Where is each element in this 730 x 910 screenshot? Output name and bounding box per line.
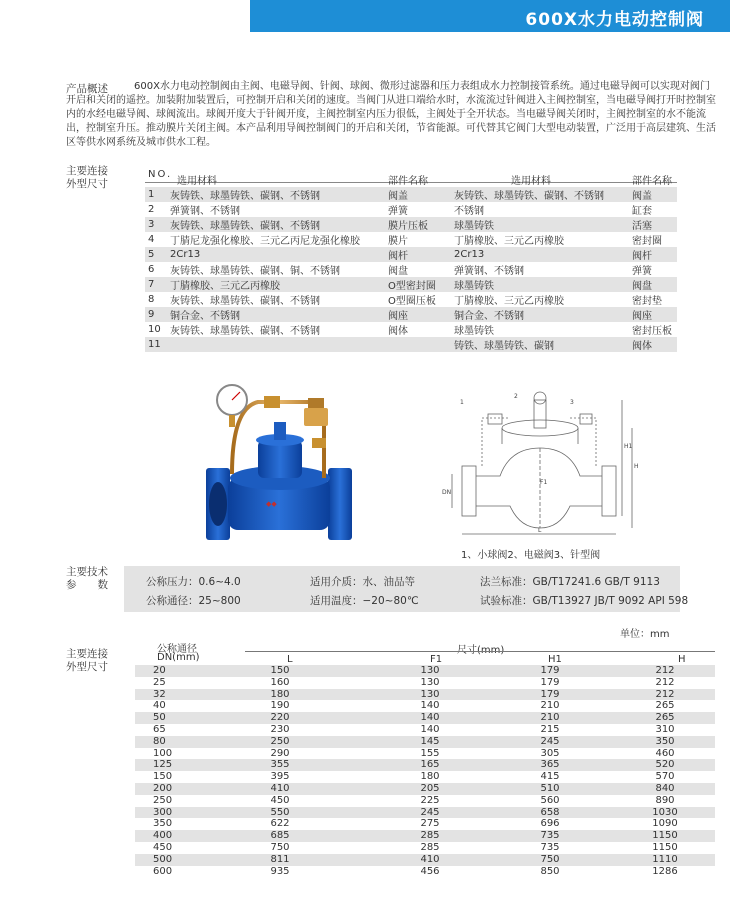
dims-cell-h: 212 (655, 676, 675, 688)
materials-row (145, 322, 677, 337)
dims-cell-h: 840 (615, 783, 715, 795)
dims-cell-h: 310 (655, 723, 675, 735)
materials-cell-no: 11 (145, 337, 167, 352)
dims-cell-f1: 410 (375, 854, 485, 866)
dims-col-h1: H1 (548, 654, 562, 665)
materials-cell-mat2: 丁腈橡胶、三元乙丙橡胶 (454, 296, 564, 307)
dims-cell-f1: 140 (420, 700, 440, 712)
dims-row (135, 759, 715, 771)
dims-cell-h: 265 (655, 700, 675, 712)
dims-cell-dn: 600 (153, 865, 173, 877)
dims-cell-dn: 40 (153, 700, 166, 712)
materials-cell-part1: 弹簧 (388, 206, 408, 217)
dims-cell-h1: 305 (540, 747, 560, 759)
materials-no-label: NO. (148, 169, 173, 180)
dims-cell-dn: 100 (153, 747, 173, 759)
materials-row (145, 232, 677, 247)
materials-cell-part2: 弹簧 (632, 266, 652, 277)
materials-row (145, 247, 677, 262)
dims-cell-f1: 130 (420, 676, 440, 688)
dims-cell-dn: 50 (135, 712, 185, 724)
dims-label (66, 648, 108, 674)
header-bar (250, 0, 730, 32)
dims-cell-f1: 285 (375, 830, 485, 842)
dims-cell-dn: 32 (135, 689, 185, 701)
materials-cell-mat1: 灰铸铁、球墨铸铁、碳钢、铜、不锈钢 (170, 266, 340, 277)
drawing-callout-h1: H1 (624, 443, 633, 450)
materials-cell-part2: 阀盘 (629, 277, 677, 292)
dims-cell-h: 1030 (615, 807, 715, 819)
dims-cell-l: 935 (270, 865, 290, 877)
svg-text:◆◆: ◆◆ (266, 500, 277, 508)
dims-cell-dn: 350 (153, 818, 173, 830)
materials-label-line2: 外型尺寸 (66, 178, 108, 190)
materials-cell-mat2: 铜合金、不锈钢 (451, 307, 629, 322)
materials-cell-mat1: 铜合金、不锈钢 (167, 307, 385, 322)
materials-cell-part2: 密封圈 (632, 236, 662, 247)
dims-cell-l: 685 (185, 830, 375, 842)
dims-cell-h1: 210 (485, 712, 615, 724)
tech-label (66, 566, 108, 592)
dims-cell-h1: 365 (485, 759, 615, 771)
dims-cell-h1: 415 (540, 771, 560, 783)
dims-cell-f1: 205 (375, 783, 485, 795)
materials-row (145, 277, 677, 292)
dims-cell-dn: 65 (153, 723, 166, 735)
dims-table (135, 665, 715, 877)
dims-row (135, 724, 715, 736)
drawing-caption: 1、小球阀2、电磁阀3、针型阀 (461, 550, 601, 561)
materials-cell-mat1: 灰铸铁、球墨铸铁、碳钢、不锈钢 (167, 187, 385, 202)
dims-unit: 单位：mm (620, 629, 670, 640)
dims-row (135, 830, 715, 842)
materials-cell-mat2: 球墨铸铁 (451, 277, 629, 292)
dims-cell-dn: 400 (135, 830, 185, 842)
dims-cell-h: 212 (615, 665, 715, 677)
materials-cell-part2: 密封压板 (632, 326, 672, 337)
dims-cell-dn: 150 (153, 771, 173, 783)
dims-row (135, 712, 715, 724)
dims-row (135, 736, 715, 748)
tech-diameter: 公称通径：25~800 (146, 595, 241, 607)
dims-row (135, 700, 715, 712)
dims-cell-dn: 125 (135, 759, 185, 771)
dims-row (135, 866, 715, 878)
dims-row (135, 665, 715, 677)
materials-cell-part1: O型圈压板 (388, 296, 436, 307)
materials-cell-part1: O型密封圈 (385, 277, 451, 292)
materials-cell-part1: 膜片 (388, 236, 408, 247)
dims-cell-l: 550 (185, 807, 375, 819)
materials-cell-no: 9 (145, 307, 167, 322)
materials-cell-part2: 活塞 (629, 217, 677, 232)
materials-header-part2: 部件名称 (632, 176, 672, 187)
tech-temperature: 适用温度：−20~80℃ (310, 595, 419, 607)
materials-cell-mat1: 灰铸铁、球墨铸铁、碳钢、不锈钢 (170, 326, 320, 337)
dims-cell-h1: 245 (485, 736, 615, 748)
dims-label-line1: 主要连接 (66, 648, 108, 660)
dims-cell-h: 1286 (652, 865, 678, 877)
tech-pressure: 公称压力：0.6~4.0 (146, 576, 241, 588)
materials-cell-part2: 阀盖 (629, 187, 677, 202)
dims-header (135, 639, 715, 665)
materials-cell-part1 (385, 337, 451, 352)
dims-cell-h1: 179 (540, 676, 560, 688)
materials-cell-mat2: 弹簧钢、不锈钢 (454, 266, 524, 277)
drawing-callout-h: H (634, 463, 639, 470)
dims-row (135, 795, 715, 807)
overview-text: 600X水力电动控制阀由主阀、电磁导阀、针阀、球阀、微形过滤器和压力表组成水力控制接管系统。通过电磁导阀可以实现对阀门开启和关闭的遥控。加装附加装置后，可控制开启和关闭的速度。当阀门从进口端给水时，水流流过针阀进入主阀控制室，当电磁导阀打开时控制室内的水经电磁导阀、球阀流出。球阀开度大于针阀开度，主阀控制室内压力很低，主阀处于全开状态。当电磁导阀关闭时，主阀控制室的水不能流出，控制室升压。推动膜片关闭主阀。本产品利用导阀控制阀门的开启和关闭，节省能源。可代替其它阀门大型电动装置，广泛用于高层建筑、生活区等供水网系统及城市供水工程。 (66, 81, 716, 148)
dims-cell-h: 890 (655, 794, 675, 806)
dims-col-f1: F1 (430, 654, 443, 665)
dims-row (135, 748, 715, 760)
dims-cell-dn: 500 (135, 854, 185, 866)
dims-cell-l: 220 (185, 712, 375, 724)
materials-row (145, 292, 677, 307)
dims-cell-l: 622 (270, 818, 290, 830)
materials-header-mat1: 选用材料 (177, 176, 217, 187)
materials-cell-part1: 阀杆 (385, 247, 451, 262)
tech-params-box (124, 566, 689, 612)
dims-cell-h1: 850 (540, 865, 560, 877)
materials-cell-part1: 阀盘 (388, 266, 408, 277)
dims-cell-h1: 735 (540, 841, 560, 853)
materials-cell-part2: 密封垫 (632, 296, 662, 307)
dims-cell-l: 750 (270, 841, 290, 853)
materials-row (145, 307, 677, 322)
drawing-callout-2: 2 (514, 393, 518, 400)
valve-photo (200, 378, 360, 550)
dims-cell-f1: 275 (420, 818, 440, 830)
materials-cell-mat1 (167, 337, 385, 352)
dims-cell-f1: 155 (420, 747, 440, 759)
dims-row (135, 807, 715, 819)
dims-cell-f1: 140 (375, 712, 485, 724)
dims-cell-h: 265 (615, 712, 715, 724)
dims-label-line2: 外型尺寸 (66, 661, 108, 673)
dims-cell-l: 230 (270, 723, 290, 735)
materials-cell-mat1: 2Cr13 (167, 247, 385, 262)
dims-cell-h: 212 (615, 689, 715, 701)
dims-cell-h1: 696 (540, 818, 560, 830)
materials-header-mat2: 选用材料 (511, 176, 551, 187)
dims-cell-dn: 20 (135, 665, 185, 677)
materials-cell-no: 8 (148, 294, 155, 305)
dims-dn-header-line2: DN(mm) (157, 652, 200, 663)
materials-cell-no: 2 (148, 204, 155, 215)
valve-technical-drawing (440, 388, 640, 538)
materials-row (145, 202, 677, 217)
dims-cell-h: 1150 (615, 830, 715, 842)
materials-cell-part1: 阀盖 (385, 187, 451, 202)
dims-cell-l: 290 (270, 747, 290, 759)
materials-cell-no: 1 (145, 187, 167, 202)
materials-row (145, 217, 677, 232)
dims-header-divider (245, 651, 715, 652)
materials-cell-no: 5 (145, 247, 167, 262)
dims-cell-f1: 456 (420, 865, 440, 877)
drawing-callout-dn: DN (442, 489, 452, 496)
dims-row (135, 818, 715, 830)
dims-cell-f1: 180 (420, 771, 440, 783)
dims-cell-f1: 245 (375, 807, 485, 819)
dims-row (135, 689, 715, 701)
materials-cell-no: 4 (148, 234, 155, 245)
materials-row (145, 337, 677, 352)
dims-row (135, 842, 715, 854)
dims-cell-dn: 450 (153, 841, 173, 853)
dims-cell-h1: 179 (485, 665, 615, 677)
tech-label-line2: 参 数 (66, 579, 108, 591)
dims-cell-l: 811 (185, 854, 375, 866)
materials-cell-part1: 膜片压板 (385, 217, 451, 232)
materials-cell-mat1: 丁腈橡胶、三元乙丙橡胶 (167, 277, 385, 292)
dims-cell-h: 1150 (652, 841, 678, 853)
materials-cell-mat2: 丁腈橡胶、三元乙丙橡胶 (454, 236, 564, 247)
dims-cell-f1: 165 (375, 759, 485, 771)
dims-row (135, 783, 715, 795)
drawing-callout-3: 3 (570, 399, 574, 406)
dims-cell-l: 190 (270, 700, 290, 712)
drawing-callout-l: L (538, 527, 542, 534)
dims-row (135, 677, 715, 689)
tech-medium: 适用介质：水、油品等 (310, 576, 415, 588)
dims-cell-h: 1110 (615, 854, 715, 866)
materials-cell-part1: 阀座 (385, 307, 451, 322)
dims-cell-dn: 25 (153, 676, 166, 688)
dims-cell-f1: 145 (375, 736, 485, 748)
materials-cell-mat1: 丁腈尼龙强化橡胶、三元乙丙尼龙强化橡胶 (170, 236, 360, 247)
dims-cell-dn: 200 (135, 783, 185, 795)
tech-label-line1: 主要技术 (66, 566, 108, 578)
materials-cell-no: 6 (148, 264, 155, 275)
dims-cell-f1: 225 (420, 794, 440, 806)
materials-cell-mat2: 球墨铸铁 (454, 326, 494, 337)
materials-cell-mat1: 弹簧钢、不锈钢 (170, 206, 240, 217)
dims-cell-dn: 300 (135, 807, 185, 819)
materials-label-line1: 主要连接 (66, 165, 108, 177)
dims-cell-l: 160 (270, 676, 290, 688)
dims-cell-f1: 285 (420, 841, 440, 853)
dims-cell-dn: 80 (135, 736, 185, 748)
dims-cell-h1: 210 (540, 700, 560, 712)
dims-cell-f1: 140 (420, 723, 440, 735)
materials-cell-part2: 阀座 (629, 307, 677, 322)
materials-cell-part1: 阀体 (388, 326, 408, 337)
dims-cell-h1: 215 (540, 723, 560, 735)
drawing-callout-1: 1 (460, 399, 464, 406)
dims-cell-h: 350 (615, 736, 715, 748)
dims-col-h: H (678, 654, 686, 665)
materials-cell-no: 7 (145, 277, 167, 292)
dims-cell-l: 450 (270, 794, 290, 806)
dims-cell-l: 395 (270, 771, 290, 783)
tech-test-standard: 试验标准：GB/T13927 JB/T 9092 API 598 (480, 595, 689, 607)
overview-label: 产品概述 (66, 83, 108, 95)
dims-cell-f1: 130 (375, 665, 485, 677)
materials-cell-mat2: 球墨铸铁 (451, 217, 629, 232)
dims-dn-header-line1: 公称通径 (157, 644, 197, 655)
materials-cell-part2: 阀体 (629, 337, 677, 352)
dims-cell-h: 1090 (652, 818, 678, 830)
page-title: 600X水力电动控制阀 (525, 10, 704, 30)
materials-cell-mat2: 不锈钢 (454, 206, 484, 217)
dims-cell-l: 250 (185, 736, 375, 748)
dims-cell-h1: 560 (540, 794, 560, 806)
dims-cell-f1: 130 (375, 689, 485, 701)
dims-col-l: L (287, 654, 293, 665)
tech-flange-standard: 法兰标准：GB/T17241.6 GB/T 9113 (480, 576, 660, 588)
dims-cell-l: 355 (185, 759, 375, 771)
dims-cell-h: 570 (655, 771, 675, 783)
dims-cell-l: 410 (185, 783, 375, 795)
materials-table (145, 172, 677, 352)
dims-row (135, 771, 715, 783)
dims-cell-dn: 250 (153, 794, 173, 806)
dims-cell-h: 520 (615, 759, 715, 771)
dims-row (135, 854, 715, 866)
materials-cell-mat2: 铸铁、球墨铸铁、碳钢 (451, 337, 629, 352)
materials-label (66, 165, 108, 191)
dims-cell-l: 150 (185, 665, 375, 677)
dims-cell-h: 460 (655, 747, 675, 759)
dims-cell-l: 180 (185, 689, 375, 701)
dims-size-header: 尺寸(mm) (457, 645, 505, 656)
materials-cell-mat1: 灰铸铁、球墨铸铁、碳钢、不锈钢 (170, 296, 320, 307)
materials-header-row (145, 172, 677, 187)
materials-cell-no: 3 (145, 217, 167, 232)
dims-cell-h1: 510 (485, 783, 615, 795)
drawing-callout-f1: F1 (540, 479, 548, 486)
dims-cell-h1: 658 (485, 807, 615, 819)
materials-cell-part2: 缸套 (632, 206, 652, 217)
dims-cell-h1: 735 (485, 830, 615, 842)
materials-row (145, 262, 677, 277)
materials-cell-mat2: 2Cr13 (451, 247, 629, 262)
materials-header-part1: 部件名称 (388, 176, 428, 187)
materials-cell-mat2: 灰铸铁、球墨铸铁、碳钢、不锈钢 (451, 187, 629, 202)
materials-cell-mat1: 灰铸铁、球墨铸铁、碳钢、不锈钢 (167, 217, 385, 232)
materials-cell-part2: 阀杆 (629, 247, 677, 262)
dims-cell-h1: 179 (485, 689, 615, 701)
materials-cell-no: 10 (148, 324, 161, 335)
dims-cell-h1: 750 (485, 854, 615, 866)
materials-row (145, 187, 677, 202)
